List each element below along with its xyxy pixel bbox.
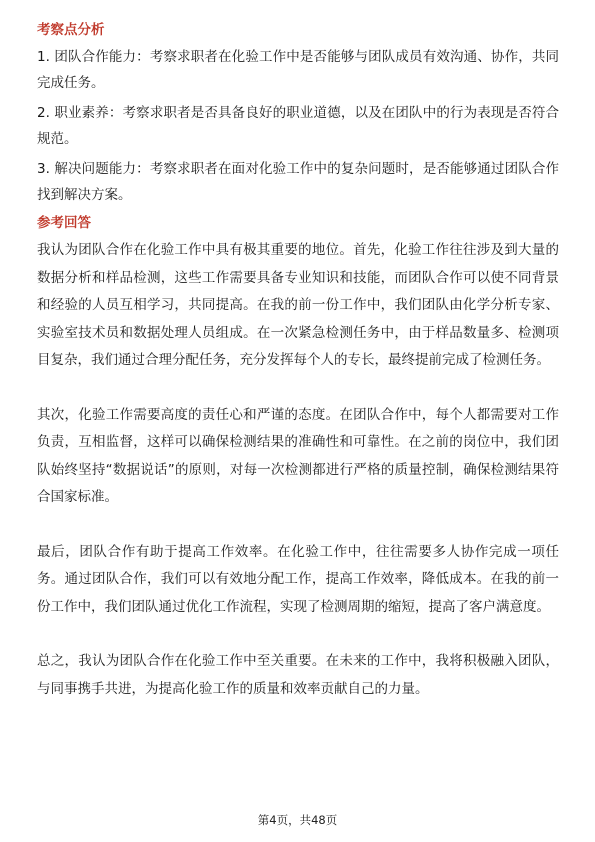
answer-paragraph-1: 我认为团队合作在化验工作中具有极其重要的地位。首先，化验工作往往涉及到大量的数据分析和样品检测，这些工作需要具备专业知识和技能，而团队合作可以使不同背景和经验的人员互相学习，共同提高。在我的前一份工作中，我们团队由化学分析专家、实验室技术员和数据处理人员组成。在一次紧急检测任务中，由于样品数量多、检测项目复杂，我们通过合理分配任务，充分发挥每个人的专长，最终提前完成了检测任务。: [37, 242, 559, 368]
answer-paragraph-3: 最后，团队合作有助于提高工作效率。在化验工作中，往往需要多人协作完成一项任务。通过团队合作，我们可以有效地分配工作，提高工作效率，降低成本。在我的前一份工作中，我们团队通过优化工作流程，实现了检测周期的缩短，提高了客户满意度。: [37, 543, 559, 615]
analysis-item-3: 3. 解决问题能力：考察求职者在面对化验工作中的复杂问题时，是否能够通过团队合作找到解决方案。: [37, 161, 559, 203]
paragraph-spacer: [37, 621, 559, 648]
paragraph-spacer: [37, 375, 559, 402]
answer-paragraph-4: 总之，我认为团队合作在化验工作中至关重要。在未来的工作中，我将积极融入团队，与同事携手共进，为提高化验工作的质量和效率贡献自己的力量。: [37, 653, 559, 697]
analysis-item-1: 1. 团队合作能力：考察求职者在化验工作中是否能够与团队成员有效沟通、协作，共同完成任务。: [37, 49, 559, 91]
analysis-heading: 考察点分析: [37, 22, 105, 38]
answer-heading: 参考回答: [37, 215, 91, 231]
analysis-item-2: 2. 职业素养：考察求职者是否具备良好的职业道德，以及在团队中的行为表现是否符合规范。: [37, 105, 559, 147]
page-number: 第4页，共48页: [257, 813, 338, 827]
page-content: [37, 19, 559, 703]
paragraph-spacer: [37, 512, 559, 539]
answer-paragraph-2: 其次，化验工作需要高度的责任心和严谨的态度。在团队合作中，每个人都需要对工作负责，互相监督，这样可以确保检测结果的准确性和可靠性。在之前的岗位中，我们团队始终坚持“数据说话”的原则，对每一次检测都进行严格的质量控制，确保检测结果符合国家标准。: [37, 406, 559, 505]
